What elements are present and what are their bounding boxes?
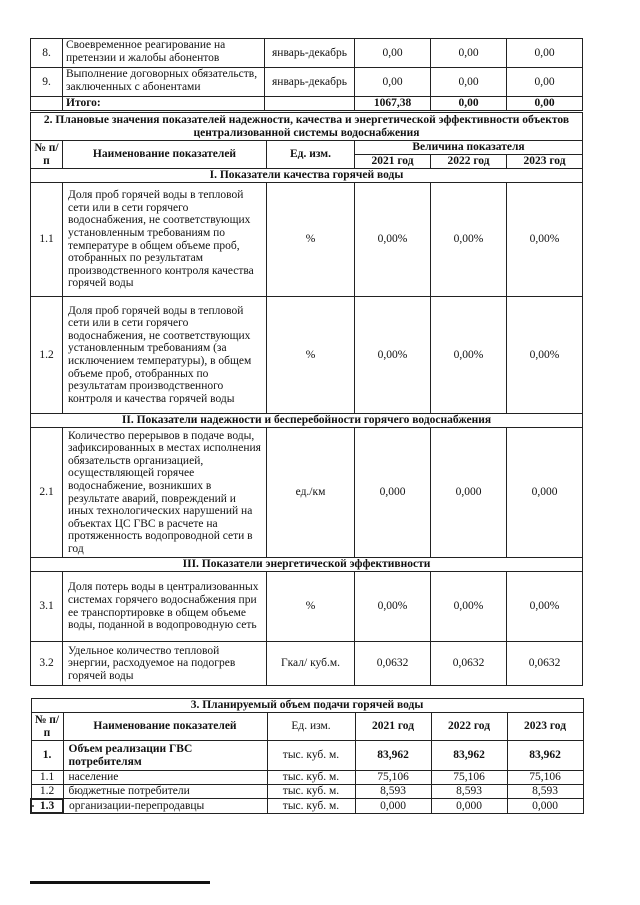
unit: тыс. куб. м.: [267, 785, 355, 799]
value-2022: 0,00%: [431, 183, 507, 297]
group-3-title: III. Показатели энергетической эффективности: [31, 558, 583, 572]
value-2023: 0,0632: [507, 642, 583, 686]
row-number: 9.: [31, 68, 63, 97]
period: январь-декабрь: [265, 68, 355, 97]
unit: %: [267, 183, 355, 297]
table-row: [31, 785, 583, 799]
value-2022: 0,00%: [431, 297, 507, 414]
value-2021: 0,00%: [355, 572, 431, 642]
unit: %: [267, 297, 355, 414]
table-row: [31, 741, 583, 771]
value-2023: 8,593: [507, 785, 583, 799]
indicator-name: организации-перепродавцы: [63, 799, 267, 814]
header-name: Наименование показателей: [63, 141, 267, 169]
indicator-name: бюджетные потребители: [63, 785, 267, 799]
value-2022: 8,593: [431, 785, 507, 799]
unit: тыс. куб. м.: [267, 771, 355, 785]
bottom-rule: [30, 881, 210, 884]
indicator-name: Доля проб горячей воды в тепловой сети или в сети горячего водоснабжения, не соответствующих установленным требованиям по температуре в общем объеме проб, отобранных по результатам производственного контроля качества горячей воды: [63, 183, 267, 297]
value-2021: 0,00%: [355, 183, 431, 297]
header-num: № п/п: [31, 141, 63, 169]
header-year-1: 2021 год: [355, 713, 431, 741]
row-number: 3.2: [31, 642, 63, 686]
value-2: 0,00: [431, 68, 507, 97]
header-year-3: 2023 год: [507, 155, 583, 169]
section-3-title: 3. Планируемый объем подачи горячей воды: [31, 699, 583, 713]
unit: %: [267, 572, 355, 642]
table-row: [31, 68, 583, 97]
header-num: № п/п: [31, 713, 63, 741]
header-unit: Ед. изм.: [267, 713, 355, 741]
header-year-1: 2021 год: [355, 155, 431, 169]
row-number: 1.2: [31, 785, 63, 799]
header-unit: Ед. изм.: [267, 141, 355, 169]
section-2-title: 2. Плановые значения показателей надежности, качества и энергетической эффективности объектов централизованной системы водоснабжения: [31, 113, 583, 141]
value-2023: 0,000: [507, 428, 583, 558]
value-2023: 0,00%: [507, 183, 583, 297]
header-value-group: Величина показателя: [355, 141, 583, 155]
total-value-3: 0,00: [507, 97, 583, 111]
indicator-name: Доля потерь воды в централизованных системах горячего водоснабжения при ее транспортировке в общем объеме воды, поданной в водопроводную сеть: [63, 572, 267, 642]
table-section-2: [30, 112, 583, 686]
indicator-name: Количество перерывов в подаче воды, зафиксированных в местах исполнения обязательств организацией, осуществляющей горячее водоснабжение, возникших в результате аварий, повреждений и иных технологических нарушений на объектах ЦС ГВС в расчете на протяженность водопроводной сети в год: [63, 428, 267, 558]
value-3: 0,00: [507, 68, 583, 97]
value-2023: 83,962: [507, 741, 583, 771]
table-row: [31, 183, 583, 297]
header-name: Наименование показателей: [63, 713, 267, 741]
unit: Гкал/ куб.м.: [267, 642, 355, 686]
row-number: 1.2: [31, 297, 63, 414]
value-2022: 0,0632: [431, 642, 507, 686]
total-value-2: 0,00: [431, 97, 507, 111]
table-a: [30, 38, 583, 111]
row-number: 1.1: [31, 183, 63, 297]
indicator-name: Доля проб горячей воды в тепловой сети или в сети горячего водоснабжения, не соответствующих установленным требованиям (за исключением температуры), в общем объеме проб, отобранных по результатам производственного контроля и качества горячей воды: [63, 297, 267, 414]
indicator-name: Объем реализации ГВС потребителям: [63, 741, 267, 771]
value-1: 0,00: [355, 68, 431, 97]
value-2023: 0,00%: [507, 297, 583, 414]
table-row: [31, 428, 583, 558]
row-number: 1.3: [31, 799, 63, 814]
group-1-title: I. Показатели качества горячей воды: [31, 169, 583, 183]
header-year-3: 2023 год: [507, 713, 583, 741]
value-2021: 0,0632: [355, 642, 431, 686]
period: январь-декабрь: [265, 39, 355, 68]
row-number: 1.: [31, 741, 63, 771]
header-year-2: 2022 год: [431, 713, 507, 741]
value-2023: 75,106: [507, 771, 583, 785]
value-2021: 0,000: [355, 428, 431, 558]
group-2-title: II. Показатели надежности и бесперебойности горячего водоснабжения: [31, 414, 583, 428]
value-2023: 0,000: [507, 799, 583, 814]
total-label: Итого:: [63, 97, 265, 111]
indicator-name: Удельное количество тепловой энергии, расходуемое на подогрев горячей воды: [63, 642, 267, 686]
value-2021: 0,000: [355, 799, 431, 814]
total-value-1: 1067,38: [355, 97, 431, 111]
value-2021: 75,106: [355, 771, 431, 785]
value-2023: 0,00%: [507, 572, 583, 642]
total-row: [31, 97, 583, 111]
table-row: [31, 39, 583, 68]
indicator-name: Выполнение договорных обязательств, заключенных с абонентами: [63, 68, 265, 97]
value-2022: 75,106: [431, 771, 507, 785]
value-3: 0,00: [507, 39, 583, 68]
table-row: [31, 572, 583, 642]
row-number: 3.1: [31, 572, 63, 642]
table-row: [31, 642, 583, 686]
row-number: 2.1: [31, 428, 63, 558]
value-2021: 8,593: [355, 785, 431, 799]
value-2: 0,00: [431, 39, 507, 68]
scan-mark: [32, 805, 34, 807]
table-row: [31, 771, 583, 785]
value-1: 0,00: [355, 39, 431, 68]
unit: ед./км: [267, 428, 355, 558]
value-2022: 0,000: [431, 428, 507, 558]
value-2021: 0,00%: [355, 297, 431, 414]
row-number: 1.1: [31, 771, 63, 785]
table-row: [31, 799, 583, 814]
value-2022: 0,00%: [431, 572, 507, 642]
value-2022: 83,962: [431, 741, 507, 771]
table-section-3: [30, 698, 584, 814]
unit: тыс. куб. м.: [267, 741, 355, 771]
value-2022: 0,000: [431, 799, 507, 814]
table-row: [31, 297, 583, 414]
unit: тыс. куб. м.: [267, 799, 355, 814]
indicator-name: население: [63, 771, 267, 785]
row-number: 8.: [31, 39, 63, 68]
indicator-name: Своевременное реагирование на претензии и жалобы абонентов: [63, 39, 265, 68]
value-2021: 83,962: [355, 741, 431, 771]
header-year-2: 2022 год: [431, 155, 507, 169]
